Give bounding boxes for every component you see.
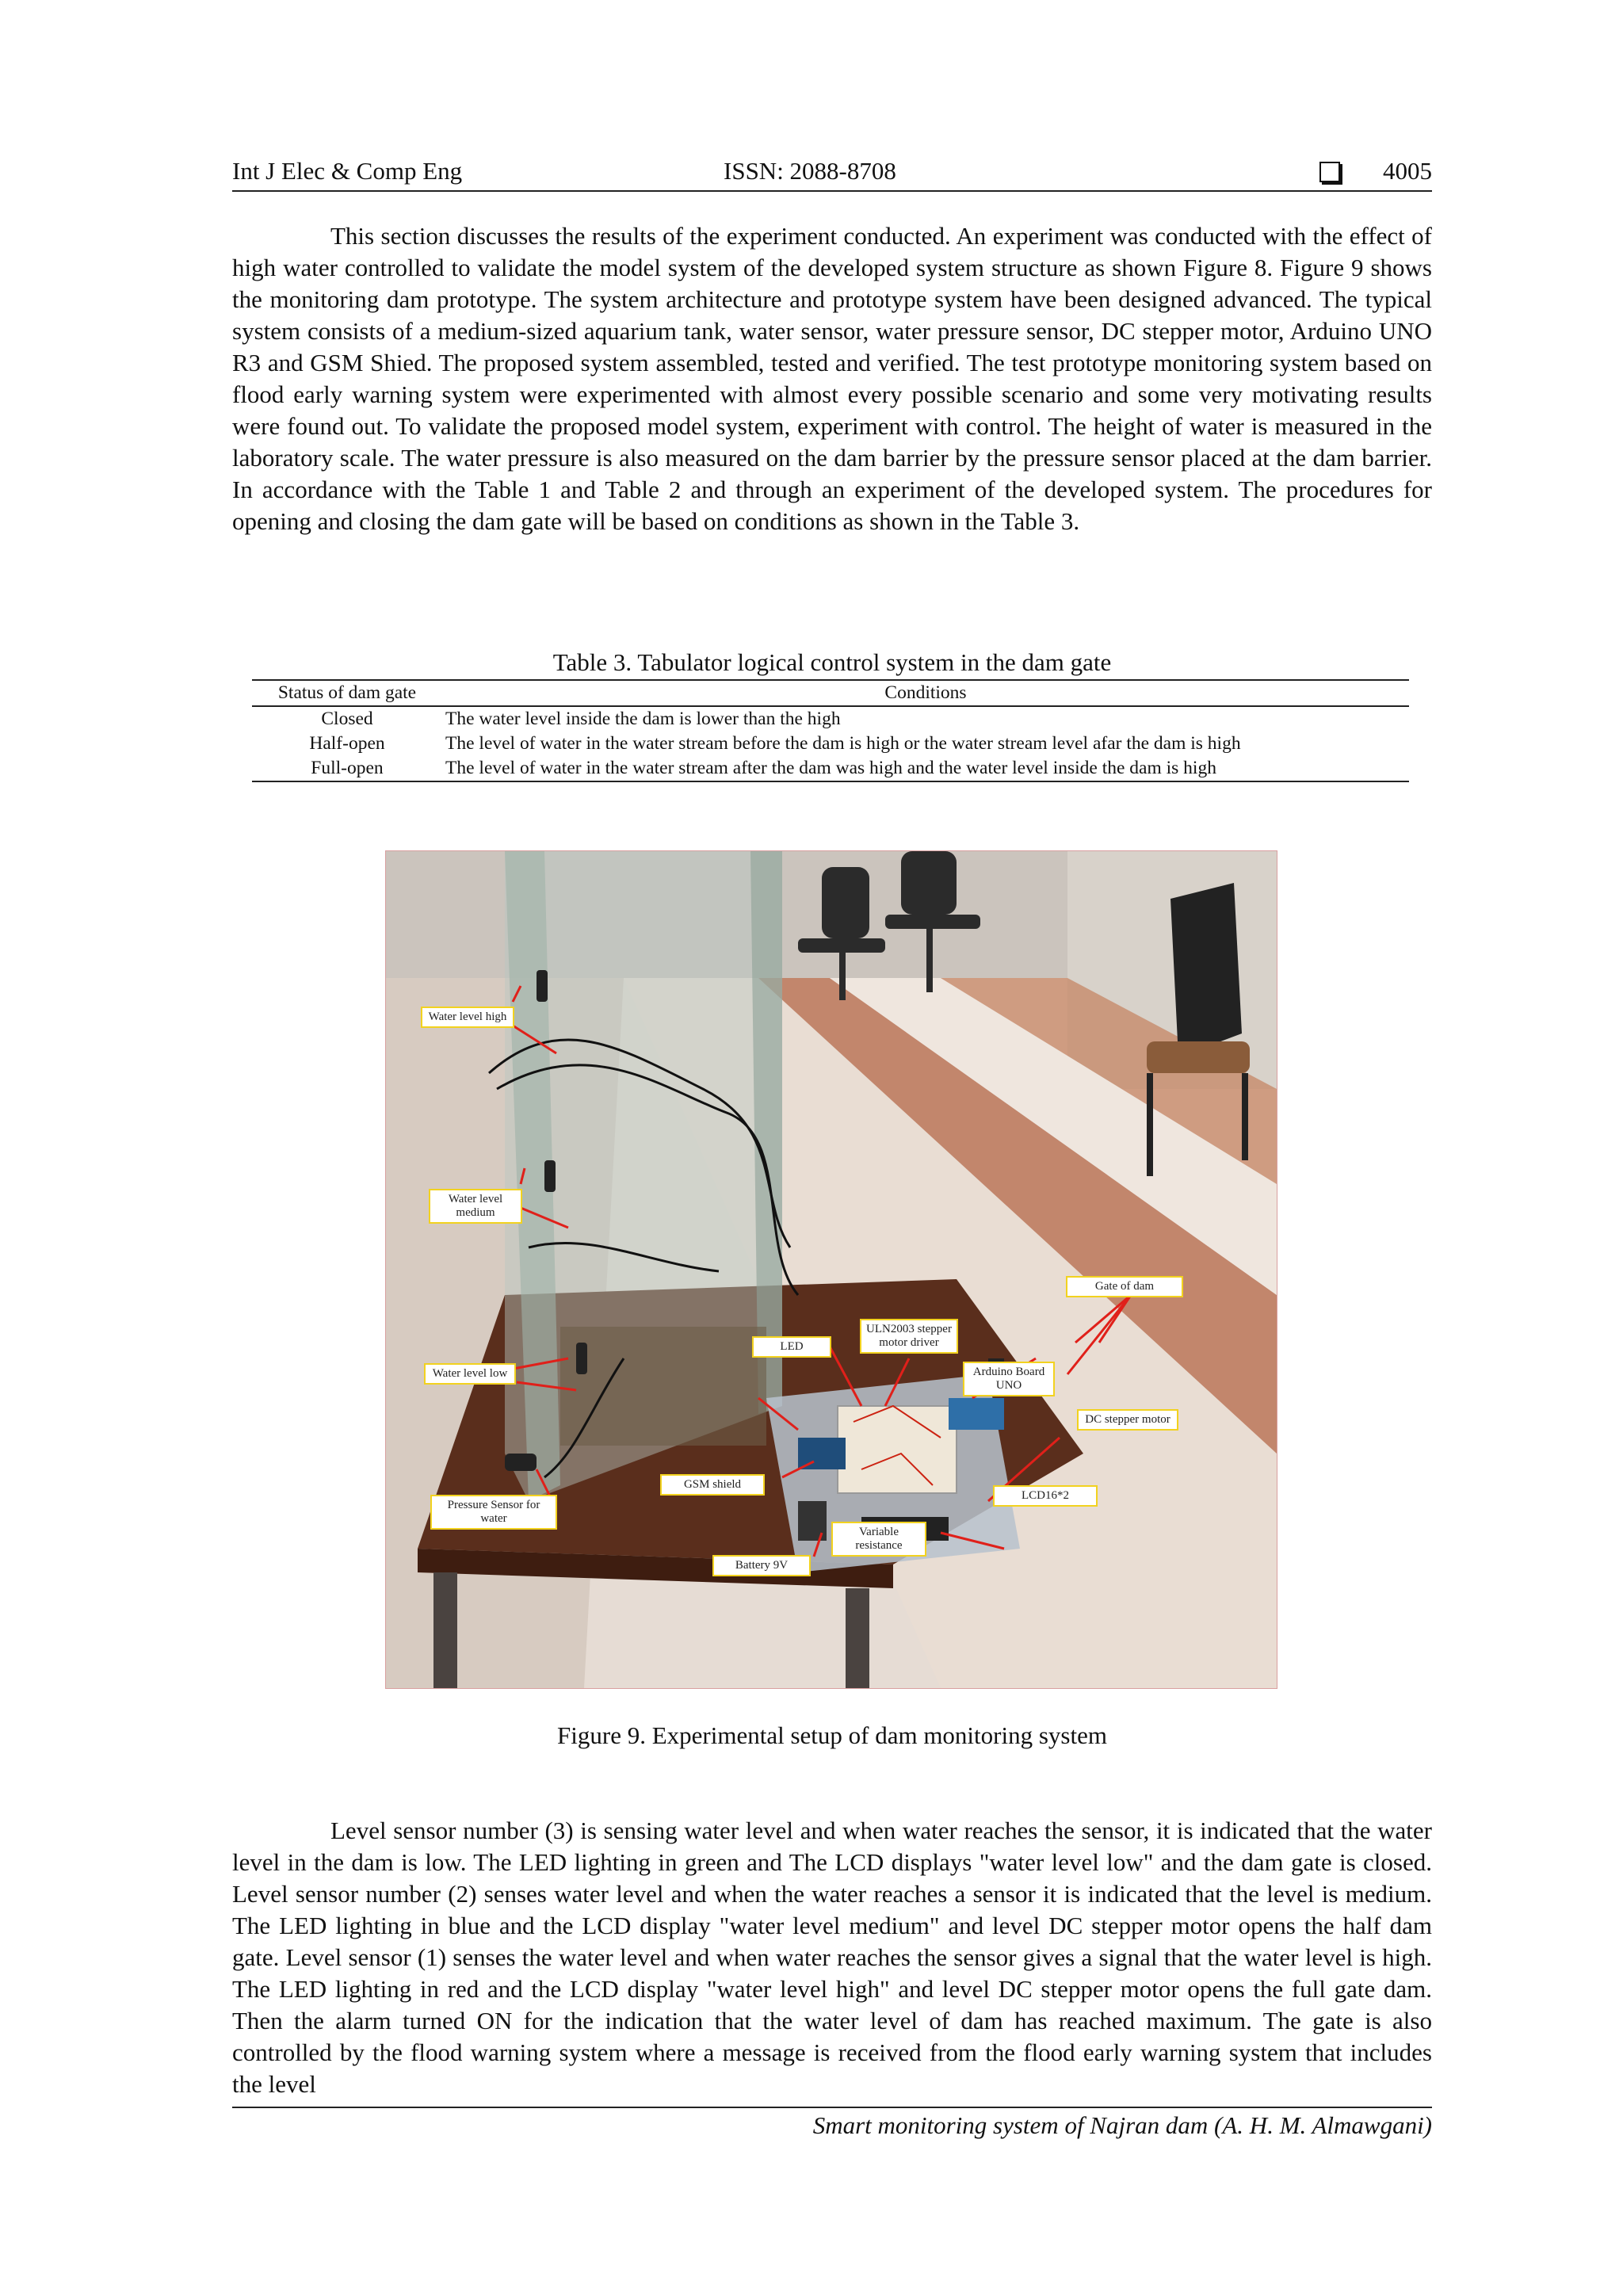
page-number: 4005: [1383, 157, 1432, 185]
label-dc-stepper-motor: DC stepper motor: [1077, 1409, 1178, 1431]
label-pressure-sensor: Pressure Sensor for water: [430, 1495, 557, 1530]
table-3: [252, 679, 1409, 782]
running-header: [232, 154, 1432, 192]
label-arduino-uno: Arduino Board UNO: [963, 1362, 1055, 1396]
footer-rule: [232, 2107, 1432, 2108]
table-row: [252, 706, 1409, 732]
table-cell: Full-open: [311, 758, 384, 778]
column-header: Conditions: [884, 682, 967, 703]
label-uln2003-driver: ULN2003 stepper motor driver: [860, 1319, 958, 1354]
label-variable-resistance: Variable resistance: [831, 1522, 926, 1557]
label-gate-of-dam: Gate of dam: [1066, 1276, 1183, 1297]
label-led: LED: [752, 1336, 831, 1358]
square-bullet-icon: [1319, 162, 1340, 182]
results-text: Level sensor number (3) is sensing water level and when water reaches the sensor, it is indicated that the water level in the dam is low. The LED lighting in green and The LCD displays "water level low" and the dam gate is closed. Level sensor number (2) senses water level and when the water reaches a sensor it is indicated that the level is medium. The LED lighting in blue and the LCD display "water level medium" and level DC stepper motor opens the half dam gate. Level sensor (1) senses the water level and when water reaches the sensor gives a signal that the water level is high. The LED lighting in red and the LCD display "water level high" and level DC stepper motor opens the full gate dam. Then the alarm turned ON for the indication that the water level of dam has reached maximum. The gate is also controlled by the flood warning system where a message is received from the flood early warning system that includes the level: [232, 1817, 1432, 2098]
intro-paragraph: [232, 220, 1432, 537]
table-header-row: [252, 680, 1409, 706]
results-paragraph: [232, 1815, 1432, 2100]
label-water-level-medium: Water level medium: [429, 1189, 522, 1224]
label-water-level-high: Water level high: [421, 1007, 514, 1028]
journal-name: Int J Elec & Comp Eng: [232, 157, 463, 185]
figure-caption: Figure 9. Experimental setup of dam monitoring system: [557, 1721, 1107, 1749]
table-cell: Closed: [321, 709, 373, 729]
label-water-level-low: Water level low: [424, 1363, 516, 1385]
figure-9-photo: [385, 850, 1277, 1689]
table-caption: Table 3. Tabulator logical control system in the dam gate: [552, 648, 1112, 676]
table-row: [252, 732, 1409, 756]
experimental-setup-illustration: [386, 851, 1277, 1688]
label-gsm-shield: GSM shield: [660, 1474, 765, 1496]
table-cell: The level of water in the water stream before the dam is high or the water stream level afar the dam is high: [445, 733, 1241, 754]
column-header: Status of dam gate: [277, 682, 417, 703]
running-footer: Smart monitoring system of Najran dam (A. H. M. Almawgani): [812, 2111, 1432, 2139]
label-battery-9v: Battery 9V: [712, 1555, 811, 1576]
label-lcd16x2: LCD16*2: [993, 1485, 1098, 1507]
issn: ISSN: 2088-8708: [724, 157, 896, 185]
table-cell: The water level inside the dam is lower than the high: [445, 709, 841, 729]
intro-text: This section discusses the results of the experiment conducted. An experiment was conducted with the effect of high water controlled to validate the model system of the developed system structure as shown Figure 8. Figure 9 shows the monitoring dam prototype. The system architecture and prototype system have been designed advanced. The typical system consists of a medium-sized aquarium tank, water sensor, water pressure sensor, DC stepper motor, Arduino UNO R3 and GSM Shied. The proposed system assembled, tested and verified. The test prototype monitoring system based on flood early warning system were experimented with almost every possible scenario and some very motivating results were found out. To validate the proposed model system, experiment with control. The height of water is measured in the laboratory scale. The water pressure is also measured on the dam barrier by the pressure sensor placed at the dam barrier. In accordance with the Table 1 and Table 2 and through an experiment of the developed system. The procedures for opening and closing the dam gate will be based on conditions as shown in the Table 3.: [232, 222, 1432, 535]
table-cell: The level of water in the water stream after the dam was high and the water level inside the dam is high: [445, 758, 1216, 778]
table-cell: Half-open: [309, 733, 385, 754]
table-row: [252, 756, 1409, 781]
